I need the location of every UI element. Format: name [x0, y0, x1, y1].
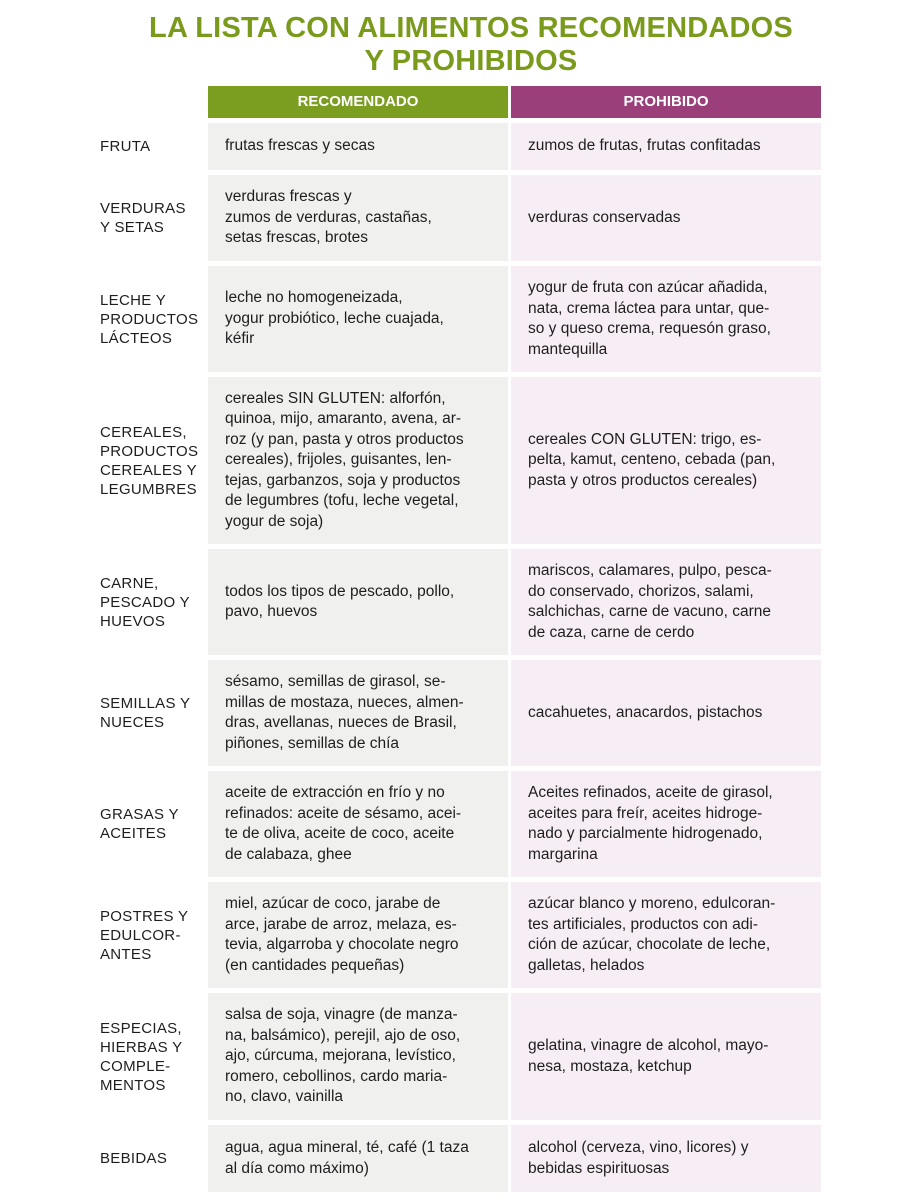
- recommended-text: todos los tipos de pescado, pollo, pavo, huevos: [225, 582, 455, 620]
- recommended-text: salsa de soja, vinagre (de manza- na, balsámico), perejil, ajo de oso, ajo, cúrcuma, mejorana, levístico, romero, cebollinos, cardo maria- no, clavo, vainilla: [225, 1006, 461, 1106]
- prohibited-cell: [511, 882, 821, 988]
- table-row-postres: [0, 882, 900, 988]
- title-line-2: Y PROHIBIDOS: [364, 45, 578, 77]
- prohibited-cell: [511, 1125, 821, 1192]
- recommended-text: agua, agua mineral, té, café (1 taza al día como máximo): [225, 1139, 469, 1177]
- prohibited-cell: [511, 175, 821, 261]
- row-category: CARNE, PESCADO Y HUEVOS: [100, 574, 190, 630]
- recommended-text: aceite de extracción en frío y no refinados: aceite de sésamo, acei- te de oliva, aceite de coco, aceite de calabaza, ghee: [225, 784, 462, 863]
- prohibited-text: zumos de frutas, frutas confitadas: [528, 137, 761, 155]
- prohibited-text: gelatina, vinagre de alcohol, mayo- nesa, mostaza, ketchup: [528, 1037, 769, 1075]
- prohibited-column-header: PROHIBIDO: [511, 86, 821, 118]
- prohibited-cell: [511, 266, 821, 372]
- row-category: SEMILLAS Y NUECES: [100, 695, 191, 731]
- recommended-cell: [208, 266, 508, 372]
- prohibited-text: cacahuetes, anacardos, pistachos: [528, 703, 763, 721]
- prohibited-text: verduras conservadas: [528, 208, 681, 226]
- table-row-verduras: [0, 175, 900, 261]
- prohibited-text: yogur de fruta con azúcar añadida, nata, crema láctea para untar, que- so y queso crema, requesón graso, mantequilla: [528, 279, 771, 358]
- recommended-cell: [208, 549, 508, 655]
- recommended-cell: [208, 993, 508, 1120]
- recommended-column-header: RECOMENDADO: [208, 86, 508, 118]
- recommended-cell: [208, 377, 508, 544]
- recommended-cell: [208, 660, 508, 766]
- prohibited-cell: [511, 771, 821, 877]
- row-category: BEBIDAS: [100, 1150, 168, 1167]
- title-line-1: LA LISTA CON ALIMENTOS RECOMENDADOS: [149, 12, 793, 44]
- table-row-carne: [0, 549, 900, 655]
- recommended-text: cereales SIN GLUTEN: alforfón, quinoa, mijo, amaranto, avena, ar- roz (y pan, pasta y otros productos cereales), frijoles, guisantes, len- tejas, garbanzos, soja y productos de legumbres (tofu, leche vegetal, yogur de soja): [225, 389, 464, 530]
- recommended-cell: [208, 123, 508, 170]
- recommended-cell: [208, 771, 508, 877]
- prohibited-text: cereales CON GLUTEN: trigo, es- pelta, kamut, centeno, cebada (pan, pasta y otros productos cereales): [528, 430, 776, 489]
- table-row-especias: [0, 993, 900, 1120]
- recommended-cell: [208, 175, 508, 261]
- row-category: LECHE Y PRODUCTOS LÁCTEOS: [100, 291, 199, 347]
- row-category: VERDURAS Y SETAS: [100, 200, 186, 236]
- recommended-text: verduras frescas y zumos de verduras, castañas, setas frescas, brotes: [225, 188, 432, 247]
- recommended-cell: [208, 1125, 508, 1192]
- table-row-grasas: [0, 771, 900, 877]
- recommended-text: leche no homogeneizada, yogur probiótico, leche cuajada, kéfir: [225, 289, 444, 348]
- recommended-text: frutas frescas y secas: [225, 137, 375, 155]
- row-category: FRUTA: [100, 138, 151, 155]
- table-row-bebidas: [0, 1125, 900, 1192]
- table-row-semillas: [0, 660, 900, 766]
- table-row-cereales: [0, 377, 900, 544]
- row-category: CEREALES, PRODUCTOS CEREALES Y LEGUMBRES: [100, 423, 199, 498]
- row-category: POSTRES Y EDULCOR- ANTES: [100, 907, 189, 963]
- prohibited-cell: [511, 549, 821, 655]
- table-header: [0, 86, 900, 118]
- prohibited-cell: [511, 377, 821, 544]
- prohibited-text: Aceites refinados, aceite de girasol, aceites para freír, aceites hidroge- nado y parcialmente hidrogenado, margarina: [528, 784, 773, 863]
- table-row-fruta: [0, 123, 900, 170]
- prohibited-text: alcohol (cerveza, vino, licores) y bebidas espirituosas: [528, 1139, 749, 1177]
- row-category: GRASAS Y ACEITES: [100, 806, 179, 842]
- recommended-cell: [208, 882, 508, 988]
- prohibited-text: mariscos, calamares, pulpo, pesca- do conservado, chorizos, salami, salchichas, carne de vacuno, carne de caza, carne de cerdo: [528, 562, 772, 641]
- prohibited-text: azúcar blanco y moreno, edulcoran- tes artificiales, productos con adi- ción de azúcar, chocolate de leche, galletas, helados: [528, 895, 776, 974]
- prohibited-cell: [511, 660, 821, 766]
- row-category: ESPECIAS, HIERBAS Y COMPLE- MENTOS: [100, 1019, 183, 1094]
- prohibited-cell: [511, 993, 821, 1120]
- page-title: [0, 12, 900, 78]
- recommended-text: miel, azúcar de coco, jarabe de arce, jarabe de arroz, melaza, es- tevia, algarroba y chocolate negro (en cantidades pequeñas): [225, 895, 459, 974]
- prohibited-cell: [511, 123, 821, 170]
- table-row-leche: [0, 266, 900, 372]
- recommended-text: sésamo, semillas de girasol, se- millas de mostaza, nueces, almen- dras, avellanas, nueces de Brasil, piñones, semillas de chía: [225, 673, 464, 752]
